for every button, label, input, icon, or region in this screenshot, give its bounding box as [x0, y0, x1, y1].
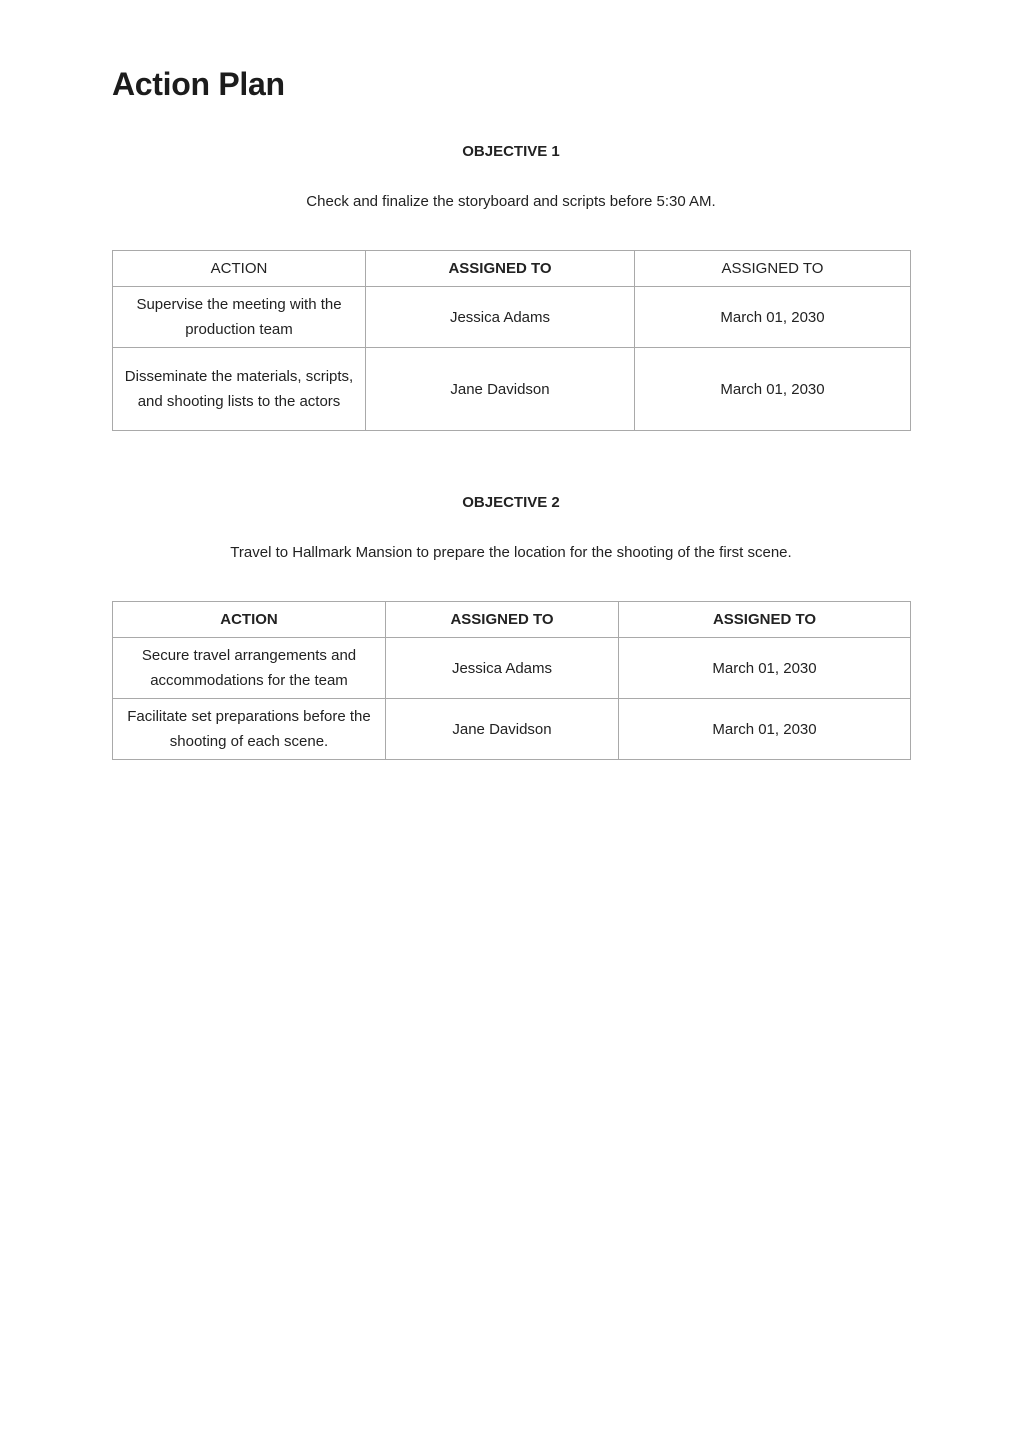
table-row — [113, 638, 911, 699]
assignee-cell: Jessica Adams — [366, 287, 635, 348]
action-cell: Supervise the meeting with the production team — [113, 287, 366, 348]
objective-1-table — [112, 250, 911, 431]
assignee-cell: Jessica Adams — [386, 638, 619, 699]
assignee-cell: Jane Davidson — [386, 699, 619, 760]
table-row — [113, 287, 911, 348]
objective-2-table — [112, 601, 911, 760]
table-row — [113, 348, 911, 431]
date-cell: March 01, 2030 — [619, 638, 911, 699]
column-header-action: ACTION — [113, 251, 366, 287]
table-header-row — [113, 251, 911, 287]
column-header-date: ASSIGNED TO — [619, 602, 911, 638]
objective-1-heading: OBJECTIVE 1 — [462, 143, 560, 160]
objective-2-description: Travel to Hallmark Mansion to prepare the location for the shooting of the first scene. — [230, 544, 792, 561]
date-cell: March 01, 2030 — [635, 287, 911, 348]
objective-2-heading: OBJECTIVE 2 — [462, 494, 560, 511]
date-cell: March 01, 2030 — [635, 348, 911, 431]
objective-1-description: Check and finalize the storyboard and scripts before 5:30 AM. — [306, 193, 716, 210]
column-header-assigned-to: ASSIGNED TO — [386, 602, 619, 638]
table-header-row — [113, 602, 911, 638]
page-title: Action Plan — [112, 66, 285, 102]
date-cell: March 01, 2030 — [619, 699, 911, 760]
column-header-action: ACTION — [113, 602, 386, 638]
assignee-cell: Jane Davidson — [366, 348, 635, 431]
table-row — [113, 699, 911, 760]
action-cell: Secure travel arrangements and accommodations for the team — [113, 638, 386, 699]
action-cell: Disseminate the materials, scripts, and shooting lists to the actors — [113, 348, 366, 431]
column-header-assigned-to: ASSIGNED TO — [366, 251, 635, 287]
action-cell: Facilitate set preparations before the shooting of each scene. — [113, 699, 386, 760]
column-header-date: ASSIGNED TO — [635, 251, 911, 287]
